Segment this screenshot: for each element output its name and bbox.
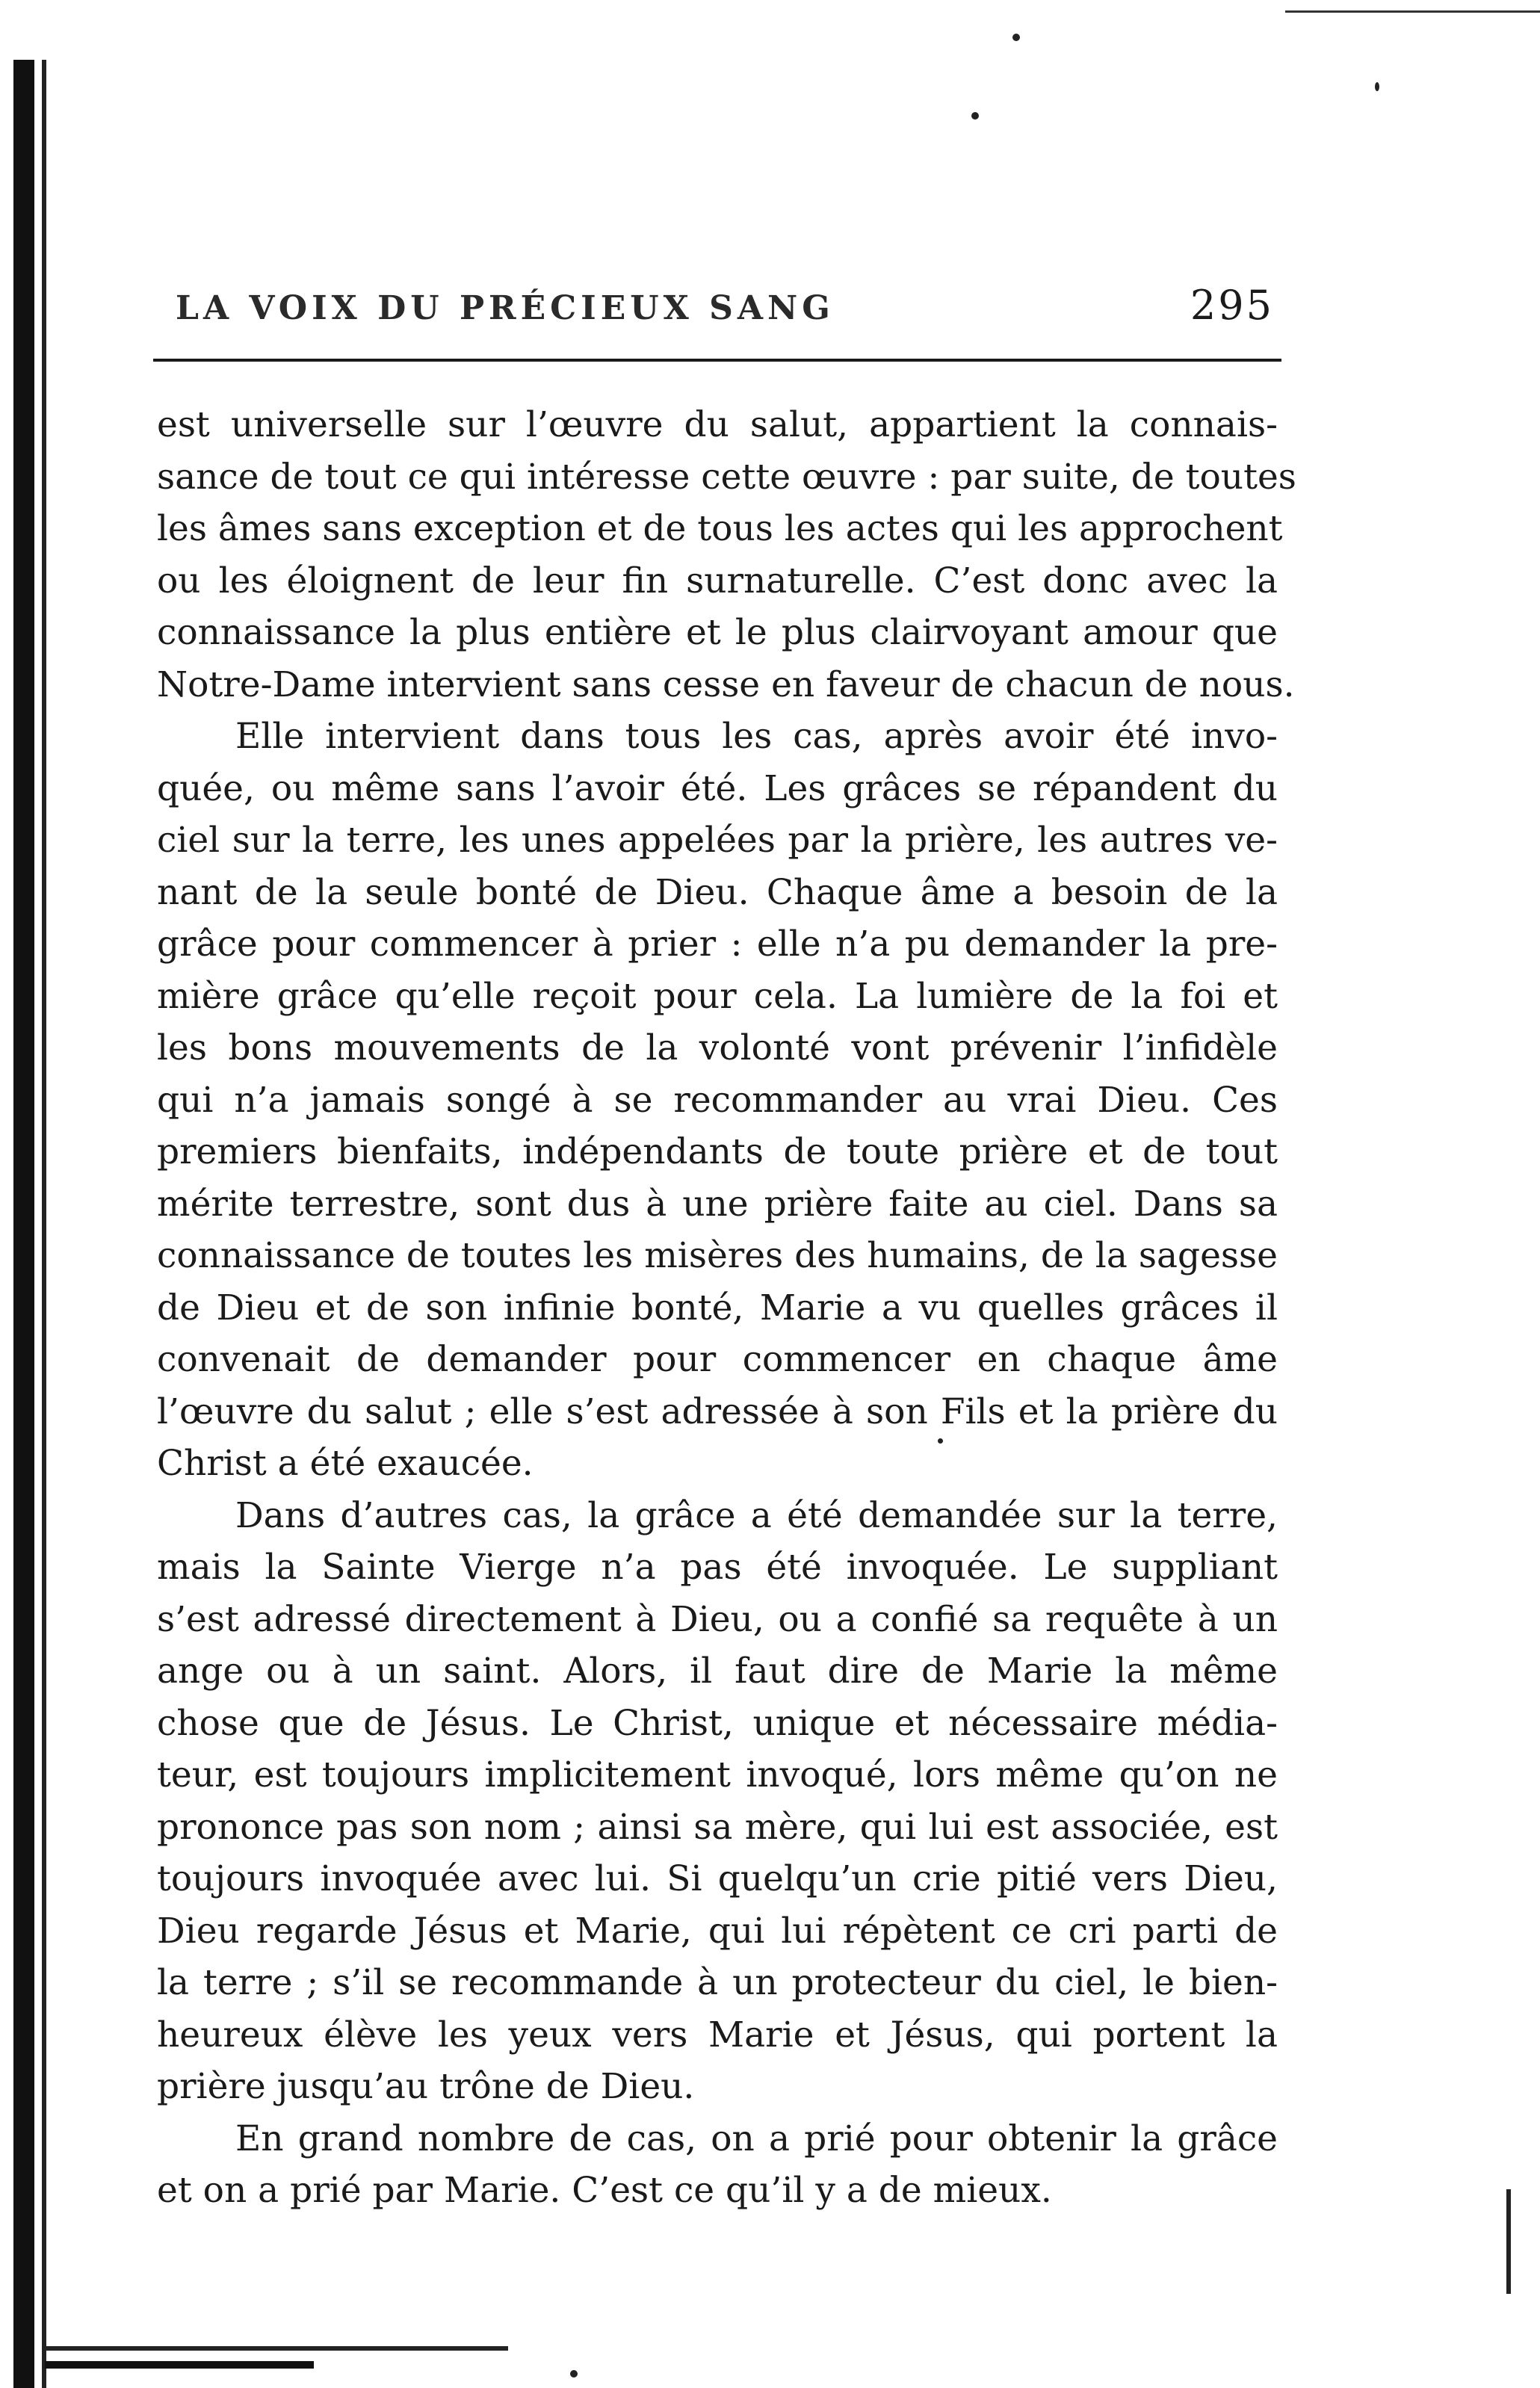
text-line: l’œuvre du salut ; elle s’est adressée à son Fils et la prière du	[157, 1391, 1278, 1432]
text-line: ou les éloignent de leur fin surnaturelle. C’est donc avec la	[157, 560, 1278, 601]
text-line: mière grâce qu’elle reçoit pour cela. La lumière de la foi et	[157, 975, 1278, 1017]
text-line: convenait de demander pour commencer en chaque âme	[157, 1339, 1278, 1380]
text-line: quée, ou même sans l’avoir été. Les grâces se répandent du	[157, 767, 1278, 809]
text-line: prononce pas son nom ; ainsi sa mère, qui lui est associée, est	[157, 1806, 1278, 1848]
text-line: et on a prié par Marie. C’est ce qu’il y a de mieux.	[157, 2170, 1052, 2211]
text-line: nant de la seule bonté de Dieu. Chaque âme a besoin de la	[157, 871, 1278, 913]
text-line: grâce pour commencer à prier : elle n’a pu demander la pre-	[157, 924, 1278, 965]
text-line: Christ a été exaucée.	[157, 1443, 534, 1484]
scan-border-left-inner	[42, 60, 46, 2388]
text-line: mais la Sainte Vierge n’a pas été invoquée. Le suppliant	[157, 1547, 1278, 1588]
text-line: est universelle sur l’œuvre du salut, appartient la connais-	[157, 404, 1278, 445]
page-header	[161, 273, 1274, 355]
text-line: qui n’a jamais songé à se recommander au vrai Dieu. Ces	[157, 1079, 1278, 1121]
text-line: chose que de Jésus. Le Christ, unique et nécessaire média-	[157, 1702, 1278, 1744]
scan-speck	[971, 112, 979, 120]
scan-speck	[1375, 82, 1379, 91]
text-line: ciel sur la terre, les unes appelées par la prière, les autres ve-	[157, 820, 1278, 861]
paragraph	[157, 711, 1278, 1490]
text-line: ange ou à un saint. Alors, il faut dire de Marie la même	[157, 1651, 1278, 1692]
scan-speck	[1012, 34, 1020, 41]
paragraph	[157, 2113, 1278, 2217]
scan-rule-bottom-thick	[45, 2361, 314, 2369]
text-line: de Dieu et de son infinie bonté, Marie a vu quelles grâces il	[157, 1287, 1278, 1328]
scan-speck	[570, 2370, 578, 2378]
text-line: connaissance de toutes les misères des humains, de la sagesse	[157, 1235, 1278, 1276]
text-line: Dieu regarde Jésus et Marie, qui lui répètent ce cri parti de	[157, 1910, 1278, 1952]
text-line: toujours invoquée avec lui. Si quelqu’un crie pitié vers Dieu,	[157, 1858, 1278, 1899]
text-line: prière jusqu’au trône de Dieu.	[157, 2066, 695, 2107]
scan-rule-bottom	[45, 2346, 508, 2351]
text-line: Dans d’autres cas, la grâce a été demandée sur la terre,	[235, 1494, 1278, 1536]
paragraph	[157, 1490, 1278, 2113]
body-text	[157, 399, 1296, 2217]
text-line: teur, est toujours implicitement invoqué, lors même qu’on ne	[157, 1754, 1278, 1795]
text-line: Notre-Dame intervient sans cesse en faveur de chacun de nous.	[157, 663, 1295, 705]
text-line: sance de tout ce qui intéresse cette œuvre : par suite, de toutes	[157, 456, 1296, 498]
text-line: mérite terrestre, sont dus à une prière faite au ciel. Dans sa	[157, 1183, 1278, 1225]
scan-rule-top	[1285, 10, 1540, 13]
text-line: connaissance la plus entière et le plus clairvoyant amour que	[157, 612, 1278, 653]
text-line: les âmes sans exception et de tous les actes qui les approchent	[157, 508, 1283, 549]
text-line: les bons mouvements de la volonté vont prévenir l’infidèle	[157, 1027, 1278, 1068]
running-head: LA VOIX DU PRÉCIEUX SANG	[176, 289, 835, 327]
text-line: En grand nombre de cas, on a prié pour obtenir la grâce	[235, 2118, 1278, 2159]
paragraph	[157, 399, 1296, 711]
scan-border-left	[13, 60, 34, 2388]
header-rule	[153, 359, 1281, 362]
scan-mark-right	[1506, 2189, 1511, 2294]
text-line: s’est adressé directement à Dieu, ou a confié sa requête à un	[157, 1598, 1278, 1640]
text-line: heureux élève les yeux vers Marie et Jésus, qui portent la	[157, 2014, 1278, 2056]
page-number: 295	[1190, 282, 1274, 329]
text-line: Elle intervient dans tous les cas, après avoir été invo-	[235, 716, 1278, 757]
text-line: premiers bienfaits, indépendants de toute prière et de tout	[157, 1131, 1278, 1172]
text-line: la terre ; s’il se recommande à un protecteur du ciel, le bien-	[157, 1962, 1278, 2003]
